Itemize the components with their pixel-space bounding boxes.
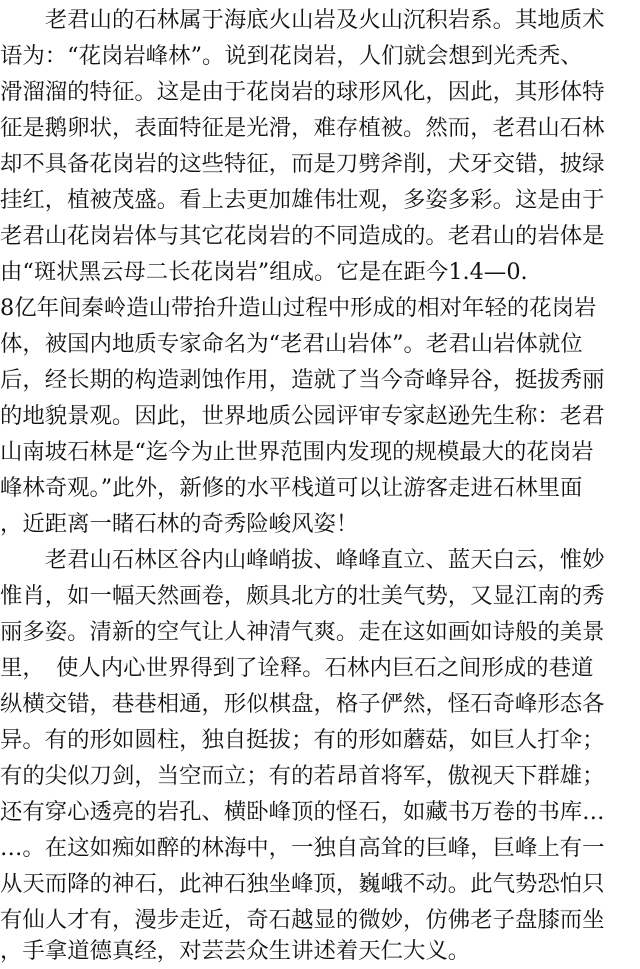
paragraph-line: 老君山花岗岩体与其它花岗岩的不同造成的。老君山的岩体是	[0, 223, 605, 249]
paragraph-line: 异。有的形如圆柱，独自挺拔；有的形如蘑菇，如巨人打伞；	[0, 727, 605, 753]
paragraph-line: 惟肖，如一幅天然画卷，颇具北方的壮美气势，又显江南的秀	[0, 583, 605, 609]
paragraph-line: 纵横交错，巷巷相通，形似棋盘，格子俨然，怪石奇峰形态各	[0, 691, 605, 717]
paragraph-line: ，近距离一睹石林的奇秀险峻风姿！	[0, 511, 359, 537]
paragraph-line: …。在这如痴如醉的林海中，一独自高耸的巨峰，巨峰上有一	[0, 835, 605, 861]
paragraph-line: 语为：“花岗岩峰林”。说到花岗岩，人们就会想到光秃秃、	[0, 43, 583, 69]
paragraph-line: 滑溜溜的特征。这是由于花岗岩的球形风化，因此，其形体特	[0, 79, 605, 105]
paragraph-line: 老君山石林区谷内山峰峭拔、峰峰直立、蓝天白云，惟妙	[0, 547, 605, 573]
paragraph-line: 挂红，植被茂盛。看上去更加雄伟壮观，多姿多彩。这是由于	[0, 187, 605, 213]
paragraph-line: 征是鹅卵状，表面特征是光滑，难存植被。然而，老君山石林	[0, 115, 605, 141]
paragraph-line: 从天而降的神石，此神石独坐峰顶，巍峨不动。此气势恐怕只	[0, 871, 605, 897]
paragraph-line: 后，经长期的构造剥蚀作用，造就了当今奇峰异谷，挺拔秀丽	[0, 367, 605, 393]
paragraph-line: 却不具备花岗岩的这些特征，而是刀劈斧削，犬牙交错，披绿	[0, 151, 605, 177]
paragraph-line: 的地貌景观。因此，世界地质公园评审专家赵逊先生称：老君	[0, 403, 605, 429]
paragraph-line: 峰林奇观。”此外，新修的水平栈道可以让游客走进石林里面	[0, 475, 583, 501]
paragraph-line: 由“斑状黑云母二长花岗岩”组成。它是在距今1.4—0.	[0, 259, 528, 285]
paragraph-line: 丽多姿。清新的空气让人神清气爽。走在这如画如诗般的美景	[0, 619, 605, 645]
paragraph-line: 8亿年间秦岭造山带抬升造山过程中形成的相对年轻的花岗岩	[0, 295, 597, 321]
paragraph-line: 里， 使人内心世界得到了诠释。石林内巨石之间形成的巷道	[0, 655, 594, 681]
paragraph-line: 有仙人才有，漫步走近，奇石越显的微妙，仿佛老子盘膝而坐	[0, 907, 605, 933]
paragraph-line: 体，被国内地质专家命名为“老君山岩体”。老君山岩体就位	[0, 331, 583, 357]
paragraph-line: ，手拿道德真经，对芸芸众生讲述着天仁大义。	[0, 938, 471, 964]
paragraph-line: 有的尖似刀剑，当空而立；有的若昂首将军，傲视天下群雄；	[0, 763, 605, 789]
paragraph-line: 还有穿心透亮的岩孔、横卧峰顶的怪石，如藏书万卷的书库…	[0, 799, 605, 825]
paragraph-line: 老君山的石林属于海底火山岩及火山沉积岩系。其地质术	[0, 7, 605, 33]
paragraph-line: 山南坡石林是“迄今为止世界范围内发现的规模最大的花岗岩	[0, 439, 594, 465]
